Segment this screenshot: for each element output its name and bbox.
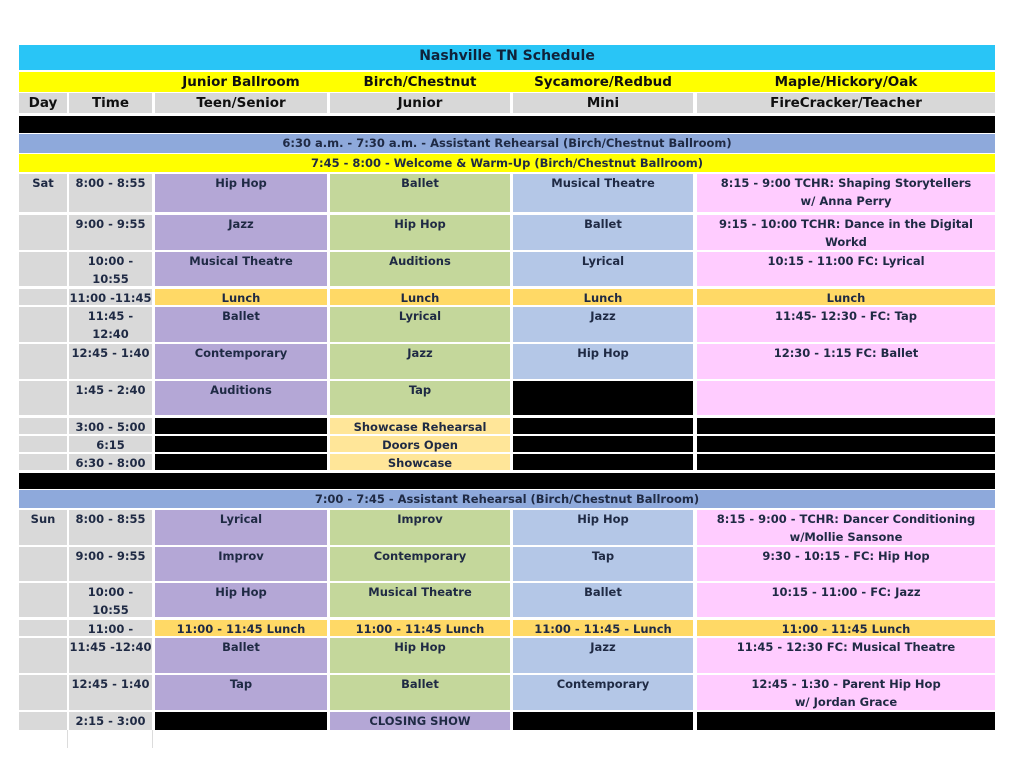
level-header-2: Junior	[330, 93, 510, 113]
sat-class-maple-hickory-oak-line1: 9:15 - 10:00 TCHR: Dance in the Digital Workd	[719, 217, 973, 249]
sun-day-cell	[19, 638, 67, 673]
sun-class-sycamore-redbud: Ballet	[513, 583, 693, 617]
sun-day-cell	[19, 675, 67, 710]
sun-class-maple-hickory-oak-line1: 8:15 - 9:00 - TCHR: Dancer Conditioning	[716, 512, 976, 526]
room-header-1: Junior Ballroom	[155, 72, 327, 92]
sat-class-sycamore-redbud: Musical Theatre	[513, 174, 693, 212]
sat-class-birch-chestnut: Tap	[330, 381, 510, 415]
sat-class-maple-hickory-oak: 11:45- 12:30 - FC: Tap	[697, 307, 995, 342]
sun-day-cell	[19, 620, 67, 636]
sat-class-maple-hickory-oak: Lunch	[697, 289, 995, 305]
sat-class-maple-hickory-oak: 10:15 - 11:00 FC: Lyrical	[697, 252, 995, 286]
sun-class-sycamore-redbud: Contemporary	[513, 675, 693, 710]
sat-time-cell: 12:45 - 1:40	[69, 344, 152, 379]
sun-class-birch-chestnut: Hip Hop	[330, 638, 510, 673]
sat-class-maple-hickory-oak-line1: 8:15 - 9:00 TCHR: Shaping Storytellers	[720, 176, 972, 190]
room-header-2: Birch/Chestnut	[330, 72, 510, 92]
sat-class-sycamore-redbud: Lyrical	[513, 252, 693, 286]
sun-class-junior-ballroom: Lyrical	[155, 510, 327, 545]
sat-class-sycamore-redbud: Jazz	[513, 307, 693, 342]
sun-time-cell: 2:15 - 3:00	[69, 712, 152, 730]
sat-closed-cell	[513, 418, 693, 434]
sat-closed-cell	[697, 454, 995, 470]
sat-time-cell: 6:15	[69, 436, 152, 452]
sun-closing-show: CLOSING SHOW	[330, 712, 510, 730]
sun-class-birch-chestnut: Contemporary	[330, 547, 510, 581]
level-header-1: Teen/Senior	[155, 93, 327, 113]
sat-class-junior-ballroom: Auditions	[155, 381, 327, 415]
level-header-4: FireCracker/Teacher	[697, 93, 995, 113]
sat-closed-cell	[513, 436, 693, 452]
sat-assistant-rehearsal: 6:30 a.m. - 7:30 a.m. - Assistant Rehearsal (Birch/Chestnut Ballroom)	[19, 134, 995, 153]
sat-class-maple-hickory-oak: 12:30 - 1:15 FC: Ballet	[697, 344, 995, 379]
sun-assistant-rehearsal: 7:00 - 7:45 - Assistant Rehearsal (Birch/Chestnut Ballroom)	[19, 490, 995, 508]
sun-closed-cell	[513, 712, 693, 730]
sat-closed-cell	[155, 418, 327, 434]
sun-class-junior-ballroom: Improv	[155, 547, 327, 581]
sun-class-junior-ballroom: Ballet	[155, 638, 327, 673]
sat-closed-cell	[155, 436, 327, 452]
sun-time-cell: 11:00 -	[69, 620, 152, 636]
sun-class-birch-chestnut: 11:00 - 11:45 Lunch	[330, 620, 510, 636]
sat-time-cell: 11:00 -11:45	[69, 291, 152, 305]
sat-day-cell	[19, 307, 67, 342]
sun-time-cell: 11:45 -12:40	[69, 638, 152, 673]
sat-time-cell: 1:45 - 2:40	[69, 381, 152, 415]
sat-class-sycamore-redbud	[513, 381, 693, 415]
sun-class-maple-hickory-oak	[697, 510, 995, 545]
gridline	[67, 730, 68, 748]
sun-class-sycamore-redbud: Tap	[513, 547, 693, 581]
sun-day-cell	[19, 583, 67, 617]
sat-class-birch-chestnut: Jazz	[330, 344, 510, 379]
sat-day-cell	[19, 344, 67, 379]
sun-time-cell: 9:00 - 9:55	[69, 547, 152, 581]
sat-class-maple-hickory-oak	[697, 174, 995, 212]
sun-time-cell: 8:00 - 8:55	[69, 510, 152, 545]
sat-day-cell	[19, 289, 67, 305]
sat-day-cell	[19, 454, 67, 470]
sat-welcome-warmup: 7:45 - 8:00 - Welcome & Warm-Up (Birch/Chestnut Ballroom)	[19, 154, 995, 172]
sat-showcase-event: Showcase Rehearsal	[330, 418, 510, 434]
sun-class-birch-chestnut: Ballet	[330, 675, 510, 710]
separator-bar	[19, 116, 995, 133]
sun-class-maple-hickory-oak-line1: 12:45 - 1:30 - Parent Hip Hop	[751, 677, 941, 691]
sun-class-junior-ballroom: Hip Hop	[155, 583, 327, 617]
sat-closed-cell	[697, 436, 995, 452]
room-header-3: Sycamore/Redbud	[513, 72, 693, 92]
sun-class-junior-ballroom: Tap	[155, 675, 327, 710]
sun-class-sycamore-redbud: Hip Hop	[513, 510, 693, 545]
sun-day-cell	[19, 712, 67, 730]
sun-day-cell: Sun	[19, 510, 67, 545]
sat-time-cell: 8:00 - 8:55	[69, 174, 152, 212]
separator-bar	[19, 473, 995, 489]
sat-time-cell: 10:00 - 10:55	[69, 252, 152, 286]
sun-class-birch-chestnut: Musical Theatre	[330, 583, 510, 617]
sun-class-maple-hickory-oak: 9:30 - 10:15 - FC: Hip Hop	[697, 547, 995, 581]
level-header-3: Mini	[513, 93, 693, 113]
sun-time-cell: 10:00 - 10:55	[69, 583, 152, 617]
sat-class-birch-chestnut: Ballet	[330, 174, 510, 212]
sun-class-sycamore-redbud: 11:00 - 11:45 - Lunch	[513, 620, 693, 636]
sun-class-birch-chestnut: Improv	[330, 510, 510, 545]
sun-class-maple-hickory-oak-line2: w/Mollie Sansone	[789, 530, 903, 544]
sat-class-sycamore-redbud: Ballet	[513, 215, 693, 250]
sat-day-cell: Sat	[19, 174, 67, 212]
sat-class-sycamore-redbud: Hip Hop	[513, 344, 693, 379]
sat-class-maple-hickory-oak	[697, 215, 995, 250]
sat-class-birch-chestnut: Hip Hop	[330, 215, 510, 250]
sun-closed-cell	[155, 712, 327, 730]
sun-closed-cell	[697, 712, 995, 730]
sun-class-maple-hickory-oak: 11:45 - 12:30 FC: Musical Theatre	[697, 638, 995, 673]
sun-class-junior-ballroom: 11:00 - 11:45 Lunch	[155, 620, 327, 636]
sat-class-maple-hickory-oak	[697, 381, 995, 415]
sat-class-birch-chestnut: Auditions	[330, 252, 510, 286]
sat-day-cell	[19, 418, 67, 434]
sat-class-junior-ballroom: Contemporary	[155, 344, 327, 379]
sun-class-maple-hickory-oak-line2: w/ Jordan Grace	[794, 695, 898, 709]
sat-time-cell: 6:30 - 8:00	[69, 454, 152, 470]
sun-time-cell: 12:45 - 1:40	[69, 675, 152, 710]
sat-class-junior-ballroom: Musical Theatre	[155, 252, 327, 286]
sat-class-junior-ballroom: Hip Hop	[155, 174, 327, 212]
sat-time-cell: 9:00 - 9:55	[69, 215, 152, 250]
sat-class-maple-hickory-oak-line2: w/ Anna Perry	[800, 194, 892, 208]
schedule-title: Nashville TN Schedule	[19, 45, 995, 70]
time-column-header: Time	[69, 93, 152, 113]
day-column-header: Day	[19, 93, 67, 113]
sat-class-sycamore-redbud: Lunch	[513, 289, 693, 305]
sat-class-birch-chestnut: Lyrical	[330, 307, 510, 342]
sun-class-maple-hickory-oak: 10:15 - 11:00 - FC: Jazz	[697, 583, 995, 617]
sun-class-maple-hickory-oak: 11:00 - 11:45 Lunch	[697, 620, 995, 636]
sat-showcase-event: Doors Open	[330, 436, 510, 452]
sat-closed-cell	[513, 454, 693, 470]
sat-class-junior-ballroom: Jazz	[155, 215, 327, 250]
sat-showcase-event: Showcase	[330, 454, 510, 470]
sat-closed-cell	[155, 454, 327, 470]
sat-class-junior-ballroom: Ballet	[155, 307, 327, 342]
room-header-4: Maple/Hickory/Oak	[697, 72, 995, 92]
sat-day-cell	[19, 252, 67, 286]
sun-class-sycamore-redbud: Jazz	[513, 638, 693, 673]
gridline	[152, 730, 153, 748]
sat-closed-cell	[697, 418, 995, 434]
sat-time-cell: 11:45 - 12:40	[69, 307, 152, 342]
sun-day-cell	[19, 547, 67, 581]
sat-class-birch-chestnut: Lunch	[330, 289, 510, 305]
sat-time-cell: 3:00 - 5:00	[69, 418, 152, 434]
sun-class-maple-hickory-oak	[697, 675, 995, 710]
sat-day-cell	[19, 215, 67, 250]
sat-day-cell	[19, 436, 67, 452]
sat-day-cell	[19, 381, 67, 415]
sat-class-junior-ballroom: Lunch	[155, 289, 327, 305]
